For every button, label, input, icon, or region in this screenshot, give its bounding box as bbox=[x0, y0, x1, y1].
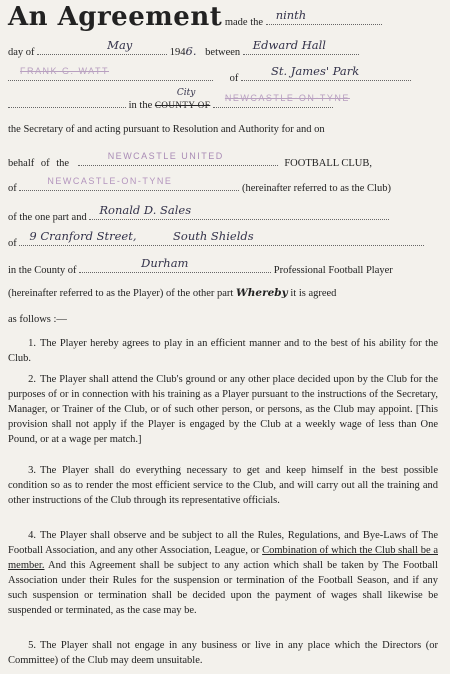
secretary-line bbox=[8, 64, 438, 84]
club-line bbox=[8, 153, 438, 169]
title-line bbox=[8, 2, 438, 32]
player-county-field bbox=[79, 256, 271, 273]
player-line bbox=[8, 203, 438, 223]
clause-text: The Player shall not engage in any business or live in any place which the Directors (or Committee) of the Club may deem unsuitable. bbox=[8, 640, 438, 666]
clause-text: The Player shall attend the Club's ground or any other place decided upon by the Club for the purposes of or in connection with his training as a Player pursuant to the instructions of the Secretary, Manager, or Trainer of the Club, or of such other person, or persons, as the Club may appoint. bbox=[8, 374, 438, 415]
made-the-label: made the bbox=[224, 17, 264, 28]
in-the-label: in the bbox=[128, 100, 153, 111]
day-of-label: day of bbox=[8, 47, 35, 58]
player-name-field bbox=[89, 203, 389, 220]
clause-text-a: The Player shall observe and be subject to all the Rules, Regulations, and Bye-Laws of The Football Association, and any other Association, League, or bbox=[8, 530, 438, 556]
clause-number: 3. bbox=[28, 465, 36, 476]
behalf-label: behalf of the bbox=[8, 158, 70, 169]
struck-name-field bbox=[8, 68, 213, 81]
it-is-agreed-label: it is agreed bbox=[290, 288, 337, 299]
clause-3 bbox=[8, 463, 438, 508]
player-address-line bbox=[8, 229, 438, 249]
struck-county-field bbox=[213, 93, 350, 108]
hereinafter-club-label: (hereinafter referred to as the Club) bbox=[242, 183, 391, 194]
football-club-label: FOOTBALL CLUB, bbox=[284, 158, 373, 169]
county-line bbox=[8, 88, 438, 111]
clause-number: 5. bbox=[28, 640, 36, 651]
clause-text-underlined: Combination of which the Club shall be a member. bbox=[8, 545, 439, 571]
clause-text-b: And this Agreement shall be subject to any action which shall be taken by The Football Association under their Rules for the suspension or termination of the Football Season, and if any such suspension or termination shall be decided upon the payment of wages shall likewise be suspended or terminated, as the case may be. bbox=[8, 560, 438, 616]
address-handwritten: St. James' Park bbox=[271, 64, 360, 78]
secretary-text-line bbox=[8, 124, 438, 135]
clause-bracket-text: [This provision shall not apply if the Player is engaged by the Club at a weekly wage of less than One Pound, or at a wage per match.] bbox=[8, 404, 439, 445]
player-name-handwritten: Ronald D. Sales bbox=[99, 203, 192, 217]
clause-text: The Player shall do everything necessary to get and keep himself in the best possible condition so as to render the most efficient service to the Club, and will carry out all the training and other instructions of the Club through its representative officials. bbox=[8, 465, 438, 506]
struck-name-stamp: FRANK G. WATT bbox=[20, 66, 109, 76]
city-insert-handwritten: City bbox=[176, 88, 196, 98]
of-label-3: of bbox=[8, 238, 17, 249]
month-handwritten: May bbox=[107, 38, 133, 52]
of-label: of bbox=[229, 73, 239, 84]
player-county-line bbox=[8, 256, 438, 276]
clause-2 bbox=[8, 372, 438, 447]
one-part-label: of the one part and bbox=[8, 212, 87, 223]
club-town-line bbox=[8, 178, 438, 194]
document-title: An Agreement bbox=[8, 2, 223, 32]
club-town-stamp: NEWCASTLE-ON-TYNE bbox=[47, 176, 173, 186]
clause-text: The Player hereby agrees to play in an efficient manner and to the best of his ability for the Club. bbox=[8, 338, 438, 364]
clause-number: 4. bbox=[28, 530, 36, 541]
clause-5 bbox=[8, 638, 438, 668]
hereinafter-player-line bbox=[8, 287, 438, 299]
secretary-name-handwritten: Edward Hall bbox=[252, 38, 326, 52]
blank-field bbox=[8, 95, 126, 108]
club-name-stamp: NEWCASTLE UNITED bbox=[107, 151, 224, 161]
between-label: between bbox=[205, 47, 241, 58]
date-line bbox=[8, 38, 438, 58]
club-town-field bbox=[19, 178, 239, 191]
of-label-2: of bbox=[8, 183, 17, 194]
player-county-handwritten: Durham bbox=[141, 256, 189, 270]
player-address-handwritten: 9 Cranford Street, South Shields bbox=[29, 229, 254, 243]
whereby-label: Whereby bbox=[235, 287, 288, 299]
player-address-field bbox=[19, 229, 424, 246]
pro-player-label: Professional Football Player bbox=[273, 265, 393, 276]
clause-4 bbox=[8, 528, 438, 618]
county-of-wrap bbox=[154, 88, 213, 111]
year-handwritten: 6. bbox=[185, 44, 197, 58]
county-of-label: COUNTY OF bbox=[154, 100, 211, 110]
hereinafter-player-label: (hereinafter referred to as the Player) of the other part bbox=[8, 288, 234, 299]
secretary-name-field bbox=[243, 38, 359, 55]
address-field bbox=[241, 64, 411, 81]
month-field bbox=[37, 38, 167, 55]
secretary-text: the Secretary of and acting pursuant to Resolution and Authority for and on bbox=[8, 124, 325, 135]
in-county-of-label: in the County of bbox=[8, 265, 77, 276]
clause-1 bbox=[8, 336, 438, 366]
as-follows-line bbox=[8, 314, 438, 325]
clause-number: 1. bbox=[28, 338, 36, 349]
clause-number: 2. bbox=[28, 374, 36, 385]
day-field bbox=[266, 8, 382, 25]
as-follows-label: as follows :— bbox=[8, 314, 67, 325]
day-handwritten: ninth bbox=[275, 8, 307, 22]
year-printed: 194 bbox=[169, 47, 186, 58]
struck-county-stamp: NEWCASTLE-ON-TYNE bbox=[224, 93, 350, 103]
club-name-field bbox=[78, 153, 278, 166]
